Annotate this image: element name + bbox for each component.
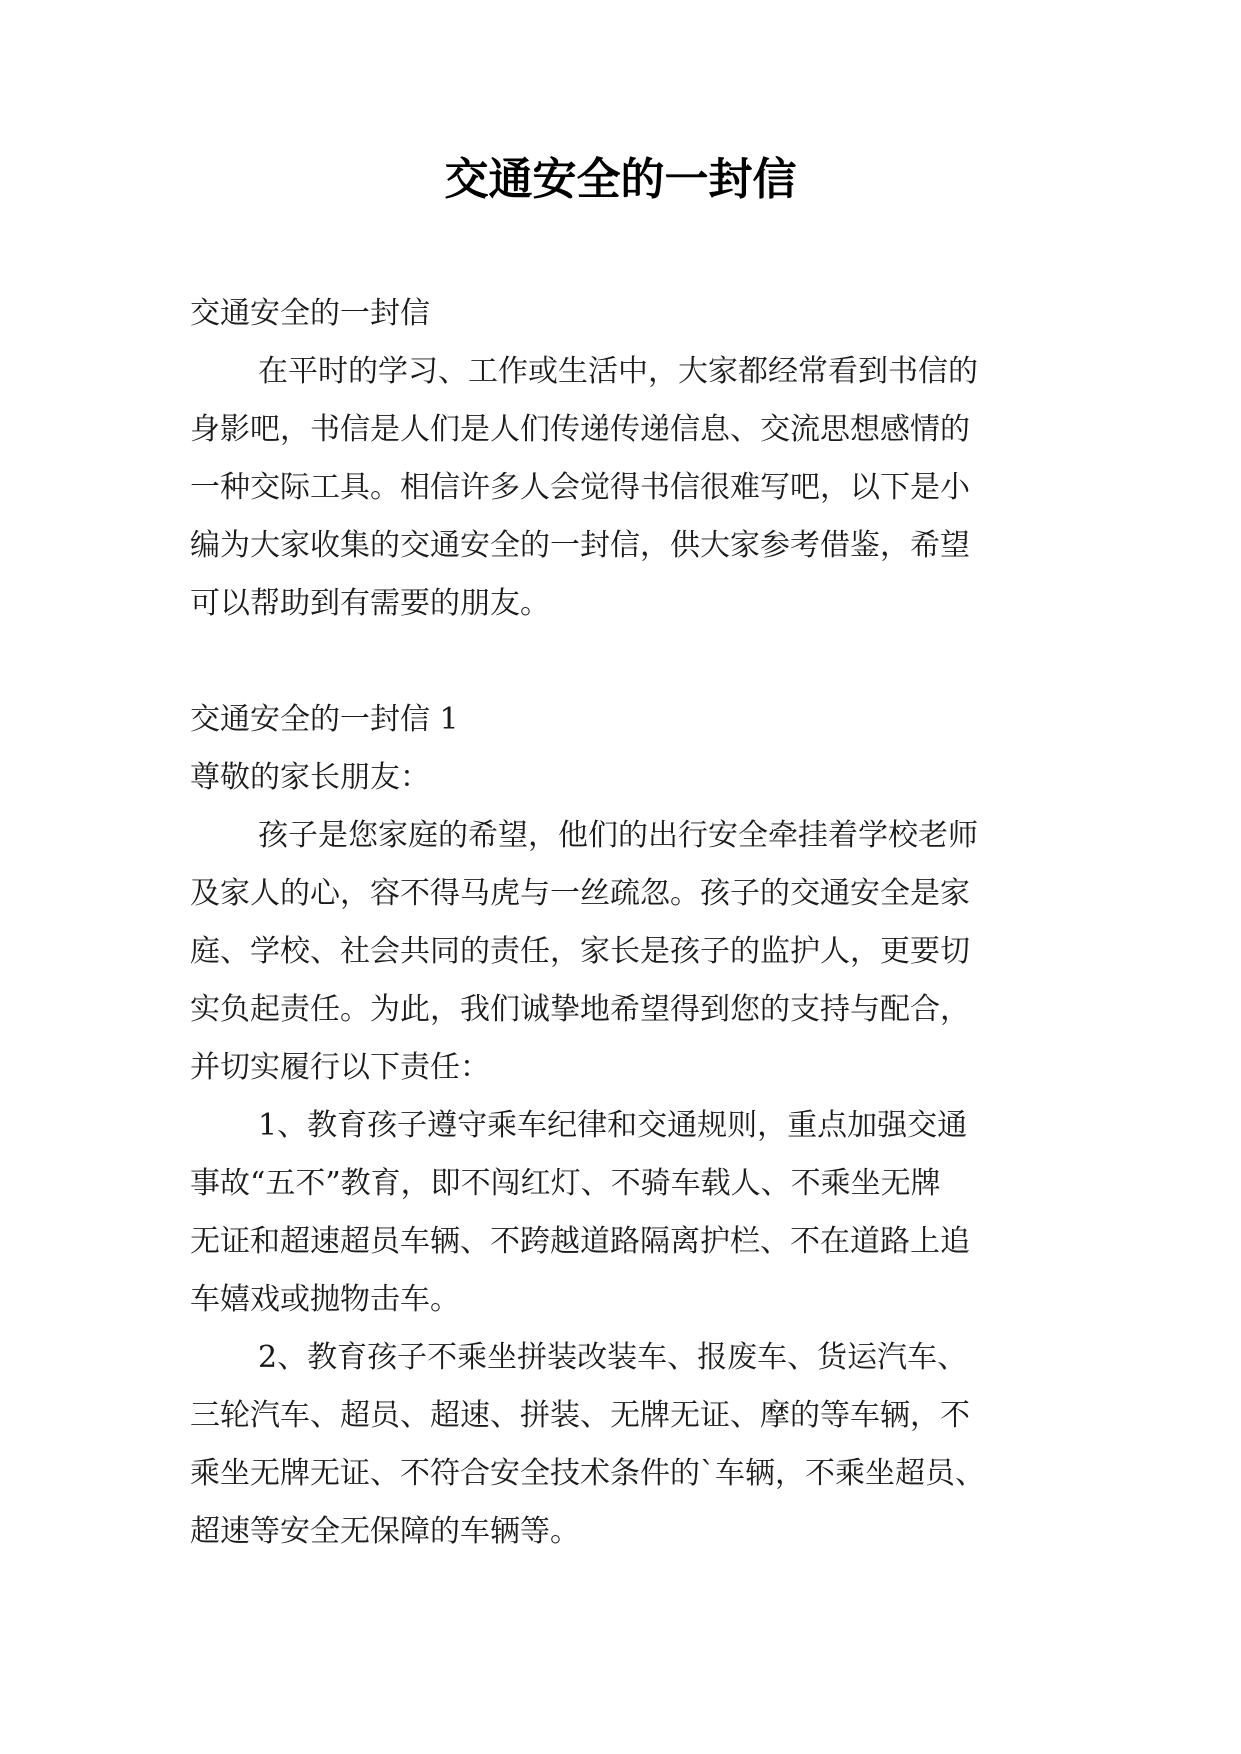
intro-line: 编为大家收集的交通安全的一封信，供大家参考借鉴，希望 xyxy=(190,528,970,563)
section-heading: 交通安全的一封信 1 xyxy=(190,702,459,737)
document-body xyxy=(190,285,1070,1561)
paragraph-line: 孩子是您家庭的希望，他们的出行安全牵挂着学校老师 xyxy=(258,818,978,853)
list-item-line: 三轮汽车、超员、超速、拼装、无牌无证、摩的等车辆，不 xyxy=(190,1398,970,1433)
intro-line: 可以帮助到有需要的朋友。 xyxy=(190,586,550,621)
document-title: 交通安全的一封信 xyxy=(444,154,797,205)
list-item-line: 无证和超速超员车辆、不跨越道路隔离护栏、不在道路上追 xyxy=(190,1224,970,1259)
paragraph-line: 庭、学校、社会共同的责任，家长是孩子的监护人，更要切 xyxy=(190,934,970,969)
list-item-line: 车嬉戏或抛物击车。 xyxy=(190,1282,460,1317)
intro-line: 在平时的学习、工作或生活中，大家都经常看到书信的 xyxy=(258,354,978,389)
list-item-line: 乘坐无牌无证、不符合安全技术条件的`车辆，不乘坐超员、 xyxy=(190,1456,985,1491)
list-item-line: 2、教育孩子不乘坐拼装改装车、报废车、货运汽车、 xyxy=(258,1340,968,1375)
paragraph-line: 并切实履行以下责任： xyxy=(190,1050,490,1085)
subtitle-line: 交通安全的一封信 xyxy=(190,296,430,331)
list-item-line: 超速等安全无保障的车辆等。 xyxy=(190,1514,580,1549)
intro-line: 身影吧，书信是人们是人们传递传递信息、交流思想感情的 xyxy=(190,412,970,447)
salutation-line: 尊敬的家长朋友： xyxy=(190,760,430,795)
paragraph-line: 实负起责任。为此，我们诚挚地希望得到您的支持与配合， xyxy=(190,992,970,1027)
paragraph-gap xyxy=(190,633,1070,691)
paragraph-line: 及家人的心，容不得马虎与一丝疏忽。孩子的交通安全是家 xyxy=(190,876,970,911)
list-item-line: 事故“五不”教育，即不闯红灯、不骑车载人、不乘坐无牌 xyxy=(190,1166,941,1201)
intro-line: 一种交际工具。相信许多人会觉得书信很难写吧，以下是小 xyxy=(190,470,970,505)
list-item-line: 1、教育孩子遵守乘车纪律和交通规则，重点加强交通 xyxy=(258,1108,968,1143)
